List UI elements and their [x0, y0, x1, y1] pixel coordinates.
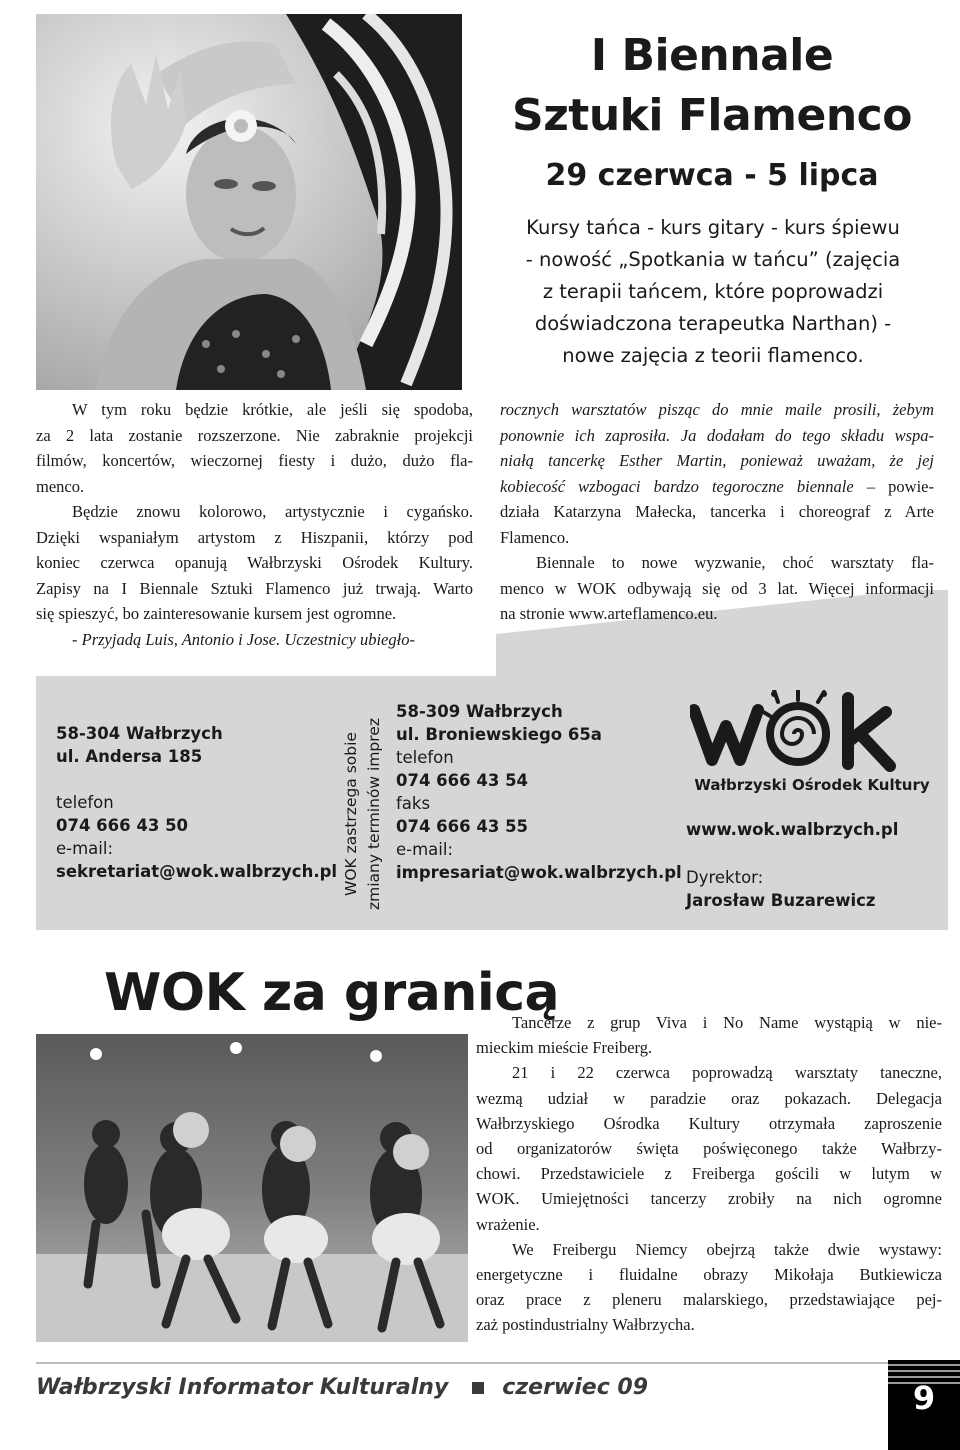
biennale-title-line1: I Biennale	[590, 30, 834, 81]
text-line: W tym roku będzie krótkie, ale jeśli się spodoba,	[72, 400, 473, 419]
director-name: Jarosław Buzarewicz	[686, 891, 876, 910]
square-bullet-icon	[472, 1382, 484, 1394]
wok-abroad-article	[476, 1010, 942, 1338]
postal-address: 58-304 Wałbrzych	[56, 724, 223, 743]
article-paragraph	[476, 1262, 942, 1338]
text-line: energetyczne i fluidalne obrazy Mikołaja Butkiewicza	[476, 1265, 942, 1285]
spacer	[56, 768, 326, 791]
schedule-change-note	[340, 704, 388, 924]
contact-impresariat	[396, 700, 682, 884]
article-paragraph	[476, 1086, 942, 1237]
text-line: oraz prace z pleneru malarskiego, przedstawiające pej-	[476, 1290, 942, 1310]
text-line	[500, 474, 934, 500]
dancers-photo	[36, 1034, 468, 1342]
phone-number: 074 666 43 54	[396, 771, 529, 790]
text-line: od organizatorów święta poświęconego także Wałbrzy-	[476, 1139, 942, 1159]
courses-line: Kursy tańca - kurs gitary - kurs śpiewu	[526, 216, 900, 239]
text-line: WOK. Umiejętności tancerzy zrobiły na nich ogromne	[476, 1189, 942, 1209]
article-paragraph	[476, 1237, 942, 1262]
email-label: e-mail:	[396, 840, 454, 859]
footer-rule	[36, 1362, 888, 1364]
fax-label: faks	[396, 794, 431, 813]
wok-abroad-title: WOK za granicą	[104, 963, 560, 1023]
biennale-title-line2: Sztuki Flamenco	[512, 90, 912, 141]
article-paragraph	[476, 1060, 942, 1085]
quote-line: rocznych warsztatów pisząc do mnie maile prosili, żebym	[500, 400, 934, 419]
quote-text: ponownie ich zaprosiła.	[500, 425, 671, 445]
director-info	[686, 866, 875, 912]
text-line: Zapisy na I Biennale Sztuki Flamenco już trwają. Warto	[36, 578, 473, 598]
article-paragraph	[36, 627, 473, 653]
text-line: na stronie www.arteflamenco.eu.	[500, 604, 718, 623]
article-paragraph	[500, 397, 934, 550]
biennale-dates: 29 czerwca - 5 lipca	[545, 158, 879, 193]
courses-line: z terapii tańcem, które poprowadzi	[542, 280, 884, 303]
text-line: wezmą udział w paradzie oraz pokazach. Delegacja	[476, 1088, 942, 1108]
fax-number: 074 666 43 55	[396, 817, 529, 836]
text-line: za 2 lata zostanie rozszerzone. Nie zabraknie projekcji	[36, 425, 473, 445]
note-line: zmiany terminów imprez	[365, 718, 383, 910]
wok-logo	[690, 690, 938, 798]
page-number: 9	[912, 1379, 936, 1417]
article-right-column	[500, 397, 934, 627]
logo-letter-w	[694, 710, 758, 760]
text-line: filmów, koncertów, wieczornej fiesty i dużo, dużo fla-	[36, 451, 473, 470]
text-line: koniec czerwca opanują Wałbrzyski Ośrodek Kultury.	[36, 553, 473, 572]
street-address: ul. Andersa 185	[56, 747, 203, 766]
phone-number: 074 666 43 50	[56, 816, 189, 835]
courses-line: nowe zajęcia z teorii flamenco.	[562, 344, 864, 367]
logo-subtitle: Wałbrzyski Ośrodek Kultury	[694, 776, 930, 794]
footer-publication	[36, 1372, 648, 1404]
article-paragraph	[36, 423, 473, 500]
text-line: wrażenie.	[476, 1214, 540, 1234]
note-line: WOK zastrzega sobie	[342, 732, 360, 896]
courses-line: - nowość „Spotkania w tańcu” (zajęcia	[525, 248, 901, 271]
text-line: Tancerze z grup Viva i No Name wystąpią w nie-	[512, 1013, 942, 1032]
text-line: menco.	[36, 476, 85, 496]
article-left-column	[36, 397, 473, 652]
director-label: Dyrektor:	[686, 868, 764, 887]
email-label: e-mail:	[56, 839, 114, 858]
text-line: Flamenco.	[500, 527, 570, 547]
text-line	[500, 423, 934, 449]
quote-text: Ja dodałam do tego składu wspa-	[680, 425, 934, 445]
flamenco-dancer-photo	[36, 14, 462, 390]
article-paragraph	[476, 1035, 942, 1060]
quote-line: niałą tancerkę Esther Martin, ponieważ uważam, że jej	[500, 451, 934, 470]
phone-label: telefon	[396, 748, 454, 767]
quote-text: kobiecość wzbogaci bardzo tegoroczne biennale	[500, 476, 854, 496]
article-paragraph	[500, 576, 934, 627]
text-line: się spieszyć, bo zainteresowanie kursem jest ogromne.	[36, 604, 397, 623]
quote-text: Uczestnicy ubiegło-	[284, 629, 415, 649]
text-line: zaż postindustrialny Wałbrzycha.	[476, 1315, 695, 1335]
biennale-title	[480, 26, 944, 146]
text-line: 21 i 22 czerwca poprowadzą warsztaty taneczne,	[512, 1063, 942, 1083]
logo-spiral-o	[760, 690, 827, 762]
email-address: sekretariat@wok.walbrzych.pl	[56, 862, 338, 881]
website-link[interactable]: www.wok.walbrzych.pl	[686, 820, 899, 839]
text-line: menco w WOK odbywają się od 3 lat. Więcej informacji	[500, 578, 934, 598]
biennale-courses	[478, 212, 948, 372]
text-line: Będzie znowu kolorowo, artystycznie i cygańsko.	[72, 502, 473, 521]
postal-address: 58-309 Wałbrzych	[396, 702, 563, 721]
article-paragraph	[500, 550, 934, 576]
contact-main-office	[56, 722, 338, 883]
courses-line: doświadczona terapeutka Narthan) -	[534, 312, 892, 335]
street-address: ul. Broniewskiego 65a	[396, 725, 602, 744]
article-paragraph	[476, 1010, 942, 1035]
text-line: działa Katarzyna Małecka, tancerka i choreograf z Arte	[500, 502, 934, 521]
article-paragraph	[36, 525, 473, 627]
attribution-text: – powie-	[866, 476, 934, 496]
text-line: We Freibergu Niemcy obejrzą także dwie wystawy:	[512, 1239, 942, 1259]
logo-letter-k	[848, 698, 890, 766]
text-line: chowi. Przedstawiciele z Freiberga gościli w lutym w	[476, 1164, 942, 1184]
article-paragraph	[36, 397, 473, 423]
text-line: Dzięki wspaniałym artystom z Hiszpanii, którzy pod	[36, 527, 473, 547]
text-line: Biennale to nowe wyzwanie, choć warsztaty fla-	[536, 553, 934, 572]
publication-name: Wałbrzyski Informator Kulturalny	[36, 1375, 449, 1400]
text-line: Wałbrzyskiego Ośrodka Kultury otrzymała zaproszenie	[476, 1113, 942, 1133]
email-address: impresariat@wok.walbrzych.pl	[396, 863, 682, 882]
quote-text: - Przyjadą Luis, Antonio i Jose.	[72, 629, 281, 649]
text-line: mieckim mieście Freiberg.	[476, 1038, 653, 1058]
phone-label: telefon	[56, 793, 114, 812]
issue-date: czerwiec 09	[502, 1375, 649, 1400]
article-paragraph	[36, 499, 473, 525]
